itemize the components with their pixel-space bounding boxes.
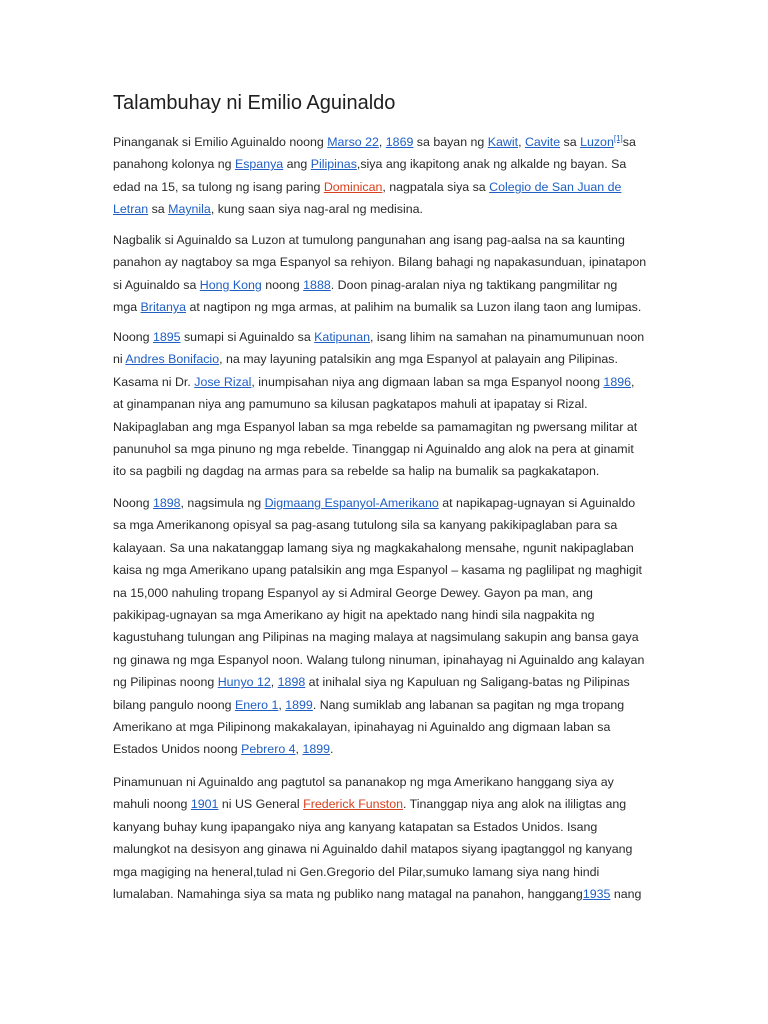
text-run: mga <box>113 300 141 315</box>
inline-link[interactable]: Espanya <box>234 157 284 172</box>
text-run: , nagsimula ng <box>180 496 265 510</box>
inline-link[interactable]: Andres Bonifacio <box>125 352 220 367</box>
text-run: . Doon pinag-aralan niya ng taktikang pangmilitar ng <box>330 277 618 292</box>
text-run: at ginampanan niya ang pamumuno sa kilusan pagkatapos mahuli at ipapatay si Rizal. <box>113 397 588 412</box>
text-line <box>113 274 673 296</box>
text-run: panahong kolonya ng <box>113 157 235 172</box>
text-line <box>113 229 673 251</box>
text-run: , <box>631 374 635 389</box>
text-run: Noong <box>113 330 153 344</box>
text-run: na 15,000 nahuling tropang Espanyol ay si Admiral George Dewey. Gayon pa man, ang <box>113 585 593 600</box>
text-run: bilang pangulo noong <box>113 697 235 712</box>
text-run: at inihalal siya ng Kapuluan ng Saligang-batas ng Pilipinas <box>305 675 630 690</box>
text-run: Pinamunuan ni Aguinaldo ang pagtutol sa pananakop ng mga Amerikano hanggang siya ay <box>113 775 614 789</box>
inline-link[interactable]: Marso 22 <box>327 135 379 149</box>
text-line <box>113 393 673 415</box>
text-run: , isang lihim na samahan na pinamumunuan noon <box>369 330 645 344</box>
text-run: Noong <box>113 496 153 510</box>
paragraph-3 <box>113 326 673 483</box>
inline-link[interactable]: Digmaang Espanyol-Amerikano <box>264 496 439 510</box>
inline-link[interactable]: 1898 <box>277 675 306 690</box>
text-line <box>113 582 673 604</box>
text-line <box>113 793 673 815</box>
inline-link[interactable]: Hong Kong <box>199 277 262 292</box>
text-line <box>113 604 673 626</box>
text-run: . Tinanggap niya ang alok na ililigtas ang <box>403 797 627 812</box>
text-run: at napikapag-ugnayan si Aguinaldo <box>438 496 636 510</box>
inline-link[interactable]: Pebrero 4 <box>241 742 296 757</box>
inline-link[interactable]: Enero 1 <box>234 697 279 712</box>
text-run: at nagtipon ng mga armas, at palihim na bumalik sa Luzon ilang taon ang lumipas. <box>186 300 642 315</box>
text-run: Nakipaglaban ang mga Espanyol laban sa mga rebelde sa pamamagitan ng pwersang militar at <box>113 419 638 434</box>
text-line <box>113 883 673 905</box>
inline-link[interactable]: Pilipinas <box>310 157 357 172</box>
text-run: sa mga Amerikanong opisyal sa pag-asang tutulong sila sa kanyang pakikipaglaban para sa <box>113 518 618 533</box>
inline-link[interactable]: 1898 <box>152 496 181 510</box>
inline-link[interactable]: Luzon <box>580 135 614 149</box>
paragraph-2 <box>113 229 673 319</box>
text-run: , inumpisahan niya ang digmaan laban sa mga Espanyol noong <box>251 374 604 389</box>
text-line <box>113 492 673 514</box>
text-line <box>113 649 673 671</box>
text-line <box>113 438 673 460</box>
text-line <box>113 251 673 273</box>
text-line <box>113 371 673 393</box>
text-run: , <box>278 697 286 712</box>
text-run: ng ginawa ng mga Espanyol noon. Walang tulong ninuman, ipinahayag ni Aguinaldo ang kalayan <box>113 652 645 667</box>
inline-link[interactable]: Kawit <box>487 135 519 149</box>
text-run: sa <box>622 135 636 149</box>
text-line <box>113 176 673 198</box>
page-title: Talambuhay ni Emilio Aguinaldo <box>113 92 396 114</box>
text-line <box>113 694 673 716</box>
text-line <box>113 716 673 738</box>
text-run: sa <box>148 202 169 217</box>
paragraph-1 <box>113 131 673 221</box>
text-run: , <box>270 675 278 690</box>
text-run: Amerikano at mga Pilipinong makakalayan, ipinahayag ni Aguinaldo ang digmaan laban sa <box>113 719 611 734</box>
inline-link[interactable]: Britanya <box>140 300 187 315</box>
text-run: . Nang sumiklab ang labanan sa pagitan ng mga tropang <box>312 697 625 712</box>
text-run: sumapi si Aguinaldo sa <box>180 330 315 344</box>
text-line <box>113 738 673 760</box>
text-line <box>113 131 673 153</box>
text-line <box>113 296 673 318</box>
inline-link[interactable]: Dominican <box>323 179 383 194</box>
text-run: . <box>330 742 334 757</box>
text-run: , nagpatala siya sa <box>382 179 490 194</box>
text-line <box>113 537 673 559</box>
inline-link[interactable]: Cavite <box>524 135 561 149</box>
inline-link[interactable]: Jose Rizal <box>194 374 252 389</box>
text-run: sa bayan ng <box>413 135 488 149</box>
text-run: edad na 15, sa tulong ng isang paring <box>113 179 324 194</box>
text-run: ,siya ang ikapitong anak ng alkalde ng bayan. Sa <box>356 157 627 172</box>
text-run: Pinanganak si Emilio Aguinaldo noong <box>113 135 328 149</box>
paragraph-5 <box>113 771 673 905</box>
inline-link[interactable]: 1899 <box>285 697 313 712</box>
text-run: lumalaban. Namahinga siya sa mata ng publiko nang matagal na panahon, hanggang <box>113 886 583 901</box>
text-run: kanyang buhay kung ipapangako niya ang kanyang katapatan sa Estados Unidos. Isang <box>113 819 598 834</box>
text-line <box>113 771 673 793</box>
text-line <box>113 626 673 648</box>
inline-link[interactable]: 1935 <box>582 886 611 901</box>
text-run: ito sa pagbili ng dagdag na armas para sa rebelde sa halip na bumalik sa pagkakatapon. <box>113 464 600 479</box>
text-run: Kasama ni Dr. <box>113 374 195 389</box>
text-line <box>113 198 673 220</box>
text-run: pakikipag-ugnayan sa mga Amerikano ay higit na apektado nang hindi sila nagpakita ng <box>113 607 595 622</box>
inline-link[interactable]: Colegio de San Juan de <box>489 179 622 194</box>
text-run: kalayaan. Sa una nakatanggap lamang siya ng magkakahalong mensahe, ngunit nakipaglaban <box>113 540 634 555</box>
inline-link[interactable]: Letran <box>113 202 149 217</box>
text-run: ng Pilipinas noong <box>113 675 218 690</box>
inline-link[interactable]: Katipunan <box>314 330 370 344</box>
inline-link[interactable]: Maynila <box>168 202 211 217</box>
text-run: kagustuhang tulungan ang Pilipinas na maging malaya at nagsimulang sakupin ang bansa gaya <box>113 630 639 645</box>
text-run: nang <box>610 886 642 901</box>
paragraph-4 <box>113 492 673 761</box>
text-run: ni <box>113 352 126 367</box>
text-run: panahon ay nagtaboy sa mga Espanyol sa rehiyon. Bilang bahagi ng napakasunduan, ipinatapon <box>113 255 647 270</box>
text-line <box>113 153 673 175</box>
text-run: , na may layuning patalsikin ang mga Espanyol at palayain ang Pilipinas. <box>219 352 618 367</box>
text-run: Estados Unidos noong <box>113 742 242 757</box>
text-run: malungkot na desisyon ang ginawa ni Aguinaldo dahil matapos siyang ipagtanggol ng kanyang <box>113 842 633 857</box>
inline-link[interactable]: 1869 <box>385 135 414 149</box>
text-line <box>113 514 673 536</box>
text-run: mahuli noong <box>113 797 191 812</box>
text-line <box>113 861 673 883</box>
text-line <box>113 326 673 348</box>
text-run: noong <box>261 277 304 292</box>
inline-link[interactable]: 1899 <box>302 742 331 757</box>
inline-link[interactable]: 1896 <box>603 374 631 389</box>
text-run: , <box>518 135 525 149</box>
inline-link[interactable]: 1901 <box>190 797 219 812</box>
text-run: ni US General <box>218 797 304 812</box>
text-run: , <box>295 742 303 757</box>
text-run: ang <box>283 157 311 172</box>
text-line <box>113 416 673 438</box>
citation-link[interactable]: [1] <box>613 134 623 143</box>
text-line <box>113 348 673 370</box>
text-run: sa <box>560 135 581 149</box>
text-run: mga magiging na heneral,tulad ni Gen.Gregorio del Pilar,sumuko lamang siya nang hindi <box>113 864 600 879</box>
text-run: si Aguinaldo sa <box>113 277 200 292</box>
inline-link[interactable]: Frederick Funston <box>303 797 403 812</box>
text-line <box>113 671 673 693</box>
text-run: , kung saan siya nag-aral ng medisina. <box>210 202 423 217</box>
inline-link[interactable]: Hunyo 12 <box>217 675 271 690</box>
text-line <box>113 838 673 860</box>
text-run: kaisa ng mga Amerikano upang patalsikin ang mga Espanyol – kasama ng paglilipat ng maghigit <box>113 563 642 578</box>
text-run: , <box>378 135 386 149</box>
inline-link[interactable]: 1888 <box>303 277 331 292</box>
text-line <box>113 559 673 581</box>
text-run: Nagbalik si Aguinaldo sa Luzon at tumulong pangunahan ang isang pag-aalsa na sa kaunting <box>113 233 625 247</box>
text-line <box>113 816 673 838</box>
text-line <box>113 460 673 482</box>
inline-link[interactable]: 1895 <box>152 330 181 344</box>
text-run: panunuhol sa mga pinuno ng mga rebelde. Tinanggap ni Aguinaldo ang alok na pera at ginamit <box>113 441 634 456</box>
